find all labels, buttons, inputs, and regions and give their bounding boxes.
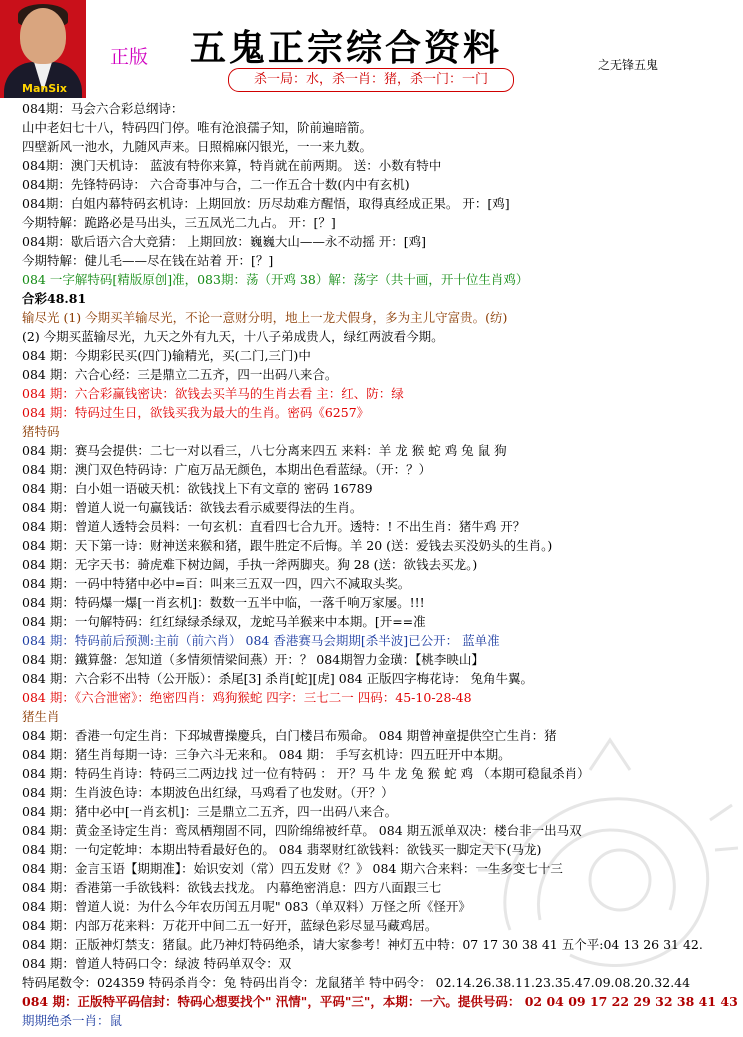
text-line: 084期：白姐内幕特码玄机诗：上期回放：历尽劫难方醒悟，取得真经成正果。 开：[鸡] [22, 196, 510, 211]
text-line: 084 期：无字天书：骑虎难下树边阔，手执一斧两脚夹。狗 28 (送：欲钱去买龙。) [22, 557, 478, 572]
text-line: 084 期：香港一句定生肖：下邳城曹操慶兵，白门楼吕布殒命。 084 期曾神童提供空亡生肖：猪 [22, 728, 557, 743]
text-line: 084期：先锋特码诗： 六合奇事冲与合，二一作五合十数(内中有玄机) [22, 177, 410, 192]
text-line: 084期：澳门天机诗： 蓝波有特你来算，特肖就在前两期。 送：小数有特中 [22, 158, 442, 173]
author-photo [0, 0, 86, 98]
text-line: 084 期：猪中必中[一肖玄机]：三是鼎立二五齐，四一出码八来合。 [22, 804, 398, 819]
text-line: 084 期：六合彩不出特（公开版）：杀尾[3] 杀肖[蛇][虎] 084 正版四字梅花诗： 兔角牛翼。 [22, 671, 534, 686]
text-line: 084 期：生肖波色诗：本期波色出红绿，马鸡看了也发财。（开？） [22, 785, 394, 800]
text-line: 084 期：《六合泄密》：绝密四肖：鸡狗猴蛇 四字：三七二一 四码：45-10-28-48 [22, 690, 472, 705]
text-line: 084 期：白小姐一语破天机：欲钱找上下有文章的 密码 16789 [22, 481, 373, 496]
text-line: 084 期：曾道人说：为什么今年农历闰五月呢" 083（单双料）万怪之所《怪开》 [22, 899, 471, 914]
text-line: 084 期：今期彩民买(四门)输精光，买(二门,三门)中 [22, 348, 311, 363]
text-line: 今期特解：健儿毛——尽在钱在站着 开：[？] [22, 253, 274, 268]
text-line: 084 期：内部万花来料：万花开中间二五一好开，蓝绿色彩尽显马藏鸡居。 [22, 918, 438, 933]
text-line: 084 期：赛马会提供：二七一对以看三，八七分离来四五 来料：羊 龙 猴 蛇 鸡 兔 鼠 狗 [22, 443, 507, 458]
text-line: 084 期：曾道人透特会员料：一句玄机：直看四七合九开。透特：! 不出生肖：猪牛鸡 开？ [22, 519, 526, 534]
text-line: 084 期：天下第一诗：财神送来猴和猪，跟牛胜定不后悔。羊 20 (送：爱钱去买没奶头的生肖。) [22, 538, 553, 553]
text-line: 084期：歇后语六合大竞猜： 上期回放：巍巍大山——永不动摇 开：[鸡] [22, 234, 427, 249]
text-line: 猪特码 [22, 424, 60, 439]
text-line: 今期特解：跪路必是马出头，三五凤光二九占。 开：[？] [22, 215, 336, 230]
text-line: 084 期：六合彩赢钱密诀：欲钱去买羊马的生肖去看 主：红、防：绿 [22, 386, 404, 401]
kill-banner: 杀一局：水，杀一肖：猪，杀一门：一门 [228, 68, 514, 92]
text-line: 084 期：正版神灯禁支：猪鼠。此乃神灯特码绝杀，请大家参考！神灯五中特：07 17 30 38 41 五个平:04 13 26 31 42. [22, 937, 703, 952]
text-line: 084 期：猪生肖每期一诗：三争六斗无来和。 084 期： 手写玄机诗：四五旺开中本期。 [22, 747, 511, 762]
text-line: 四壁新风一池水，九随风声来。日照棉麻闪银光，一一来九数。 [22, 139, 373, 154]
text-line: 084 一字解特码[精版原创]准，083期：荡（开鸡 38）解：荡字（共十画，开十位生肖鸡） [22, 272, 529, 287]
photo-logo: ManSix [22, 82, 67, 95]
text-line: 084 期：一句定乾坤：本期出特看最好色的。 084 翡翠财红欲钱料：欲钱买一脚定天下(马龙) [22, 842, 542, 857]
text-line: 084 期：澳门双色特码诗：广庖万品无颜色，本期出色看蓝绿。（开：？） [22, 462, 432, 477]
text-line: 084期：马会六合彩总纲诗： [22, 101, 184, 116]
author-label: 之无锋五鬼 [598, 58, 659, 72]
text-line: 084 期：特码前后预测:主前（前六肖） 084 香港赛马会期期[杀半波]已公开： 蓝单准 [22, 633, 500, 648]
text-line: 084 期：曾道人特码口令：绿波 特码单双令：双 [22, 956, 292, 971]
text-line: (2) 今期买蓝输尽光，九天之外有九天，十八子弟成贵人，绿红两波看今期。 [22, 329, 444, 344]
text-line: 084 期：特码生肖诗：特码三二两边找 过一位有特码 ： 开？马 牛 龙 兔 猴 蛇 鸡 （本期可稳鼠杀肖） [22, 766, 590, 781]
text-line: 084 期：曾道人说一句赢钱话：欲钱去看示威要得法的生肖。 [22, 500, 363, 515]
text-line: 期期绝杀一肖：鼠 [22, 1013, 123, 1028]
text-line: 084 期：金言玉语【期期准】：始识安刘（常）四五发财《？》 084 期六合来料：一生多变七十三 [22, 861, 563, 876]
text-line: 084 期：特码爆一爆[一肖玄机]：数数一五半中临，一落千响万家屡。!!! [22, 595, 425, 610]
text-line: 084 期：鐵算盤：怎知道（多情须情梁间燕）开：？ 084期智力金璜：【桃李映山】 [22, 652, 484, 667]
text-line: 084 期：特码过生日，欲钱买我为最大的生肖。密码《6257》 [22, 405, 370, 420]
text-line: 猪生肖 [22, 709, 60, 724]
text-line: 084 期：黄金圣诗定生肖：鸾凤栖翔固不同，四阶绵绵被纤草。 084 期五派单双决：楼台非一出马双 [22, 823, 582, 838]
text-line: 084 期：一码中特猪中必中=百：叫来三五双一四，四六不减取头奖。 [22, 576, 411, 591]
edition-label: 正版 [110, 46, 149, 68]
text-line: 山中老妇七十八，特码四门停。唯有沧浪孺子知，阶前遍暗箭。 [22, 120, 373, 135]
page-title: 五鬼正宗综合资料 [190, 27, 503, 69]
text-line: 084 期：香港第一手欲钱料：欲钱去找龙。 内幕绝密消息：四方八面跟三七 [22, 880, 442, 895]
text-line: 084 期：正版特平码信封：特码心想要找个" 汛情"，平码"三"，本期：一六。提供号码： 02 04 09 17 22 29 32 38 41 43 [22, 994, 738, 1009]
text-line: 合彩48.81 [22, 291, 87, 306]
text-line: 084 期：六合心经：三是鼎立二五齐，四一出码八来合。 [22, 367, 338, 382]
text-line: 084 期：一句解特码：红红绿绿杀绿双，龙蛇马羊猴来中本期。[开==准 [22, 614, 426, 629]
text-line: 输尽光 (1) 今期买羊输尽光，不论一意财分明，地上一龙犬假身，多为主儿守富贵。(纺) [22, 310, 508, 325]
text-line: 特码尾数令：024359 特码杀肖令：兔 特码出肖令：龙鼠猪羊 特中码令： 02.14.26.38.11.23.35.47.09.08.20.32.44 [22, 975, 691, 990]
